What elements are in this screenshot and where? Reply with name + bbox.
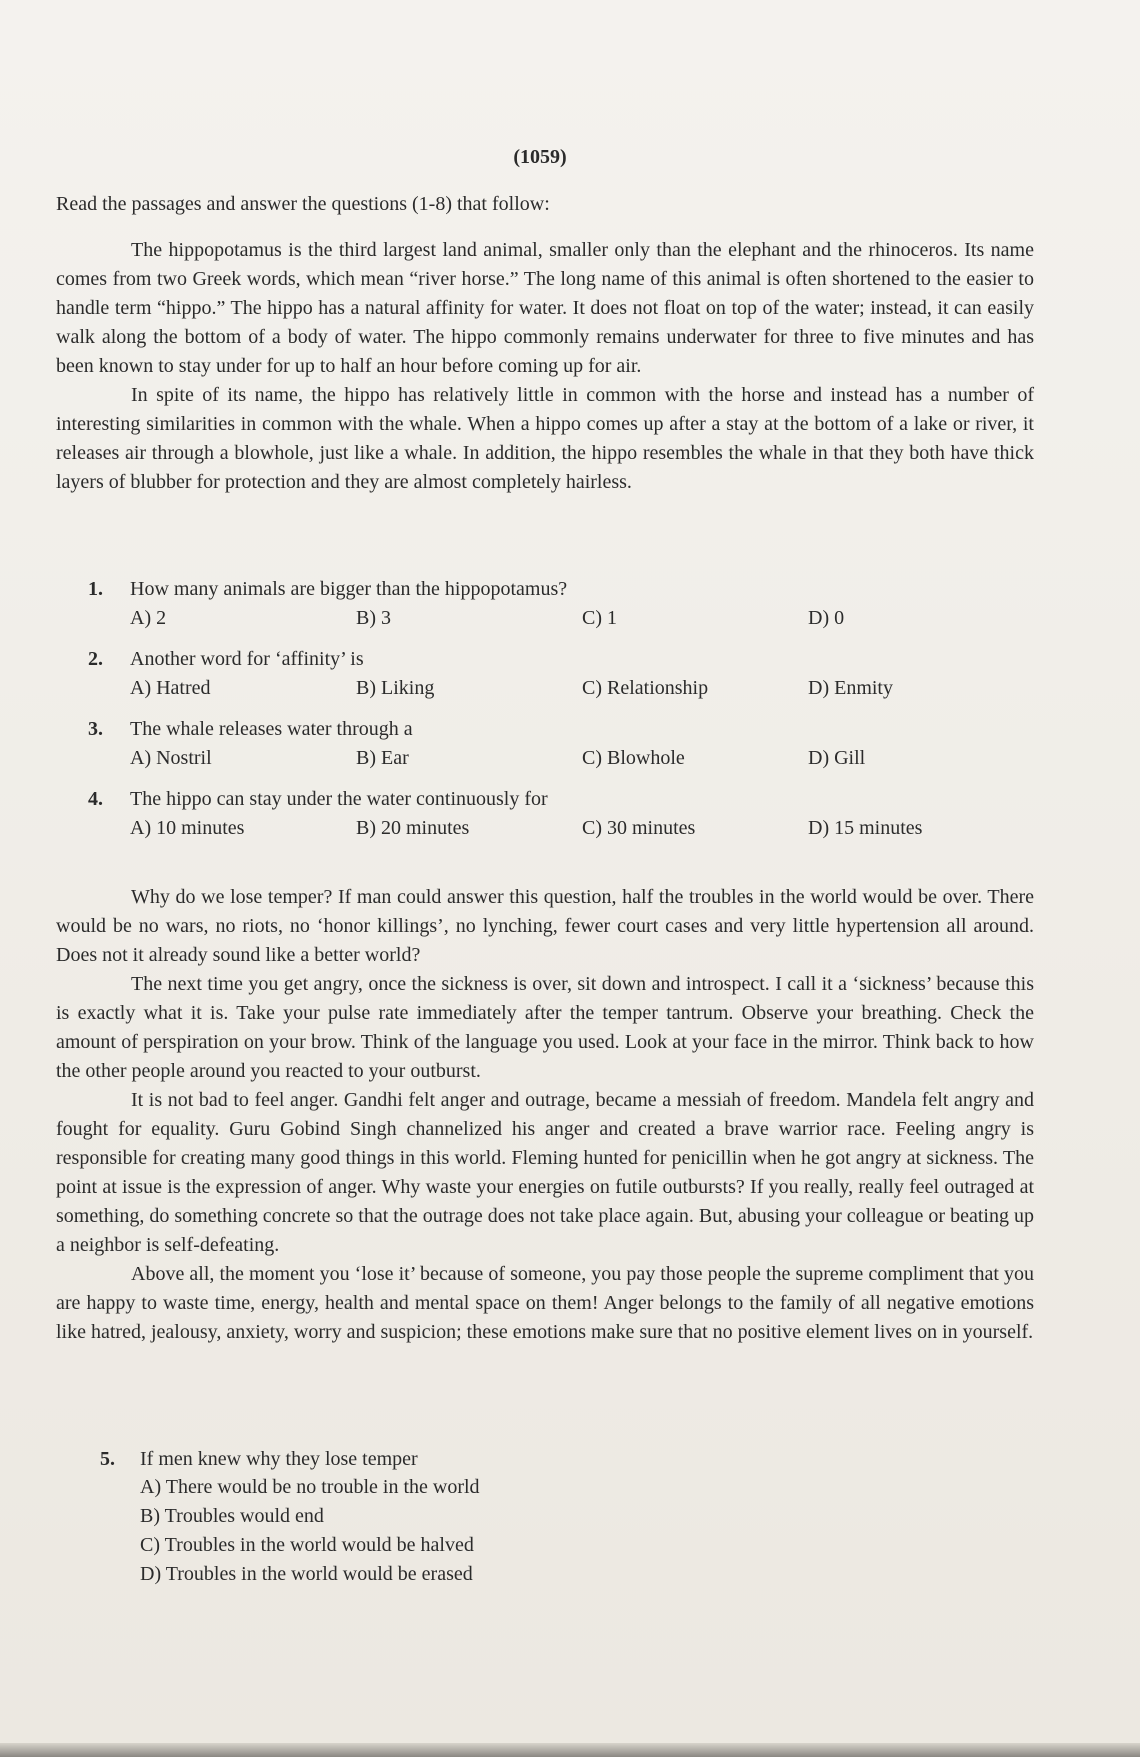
option-c: C) Troubles in the world would be halved: [140, 1534, 474, 1556]
option-c: C) 1: [582, 607, 617, 629]
option-a: A) Nostril: [130, 747, 212, 769]
question-1: [88, 575, 1038, 633]
option-d: D) 0: [808, 607, 845, 629]
option-a: A) 2: [130, 607, 167, 629]
option-b: B) 20 minutes: [356, 817, 470, 839]
question-stem: Another word for ‘affinity’ is: [130, 648, 364, 670]
option-b: B) Liking: [356, 677, 435, 699]
passage-paragraph: In spite of its name, the hippo has relatively little in common with the horse and instead has a number of interesting similarities in common with the whale. When a hippo comes up after a stay at the bottom of a lake or river, it releases air through a blowhole, just like a whale. In addition, the hippo resembles the whale in that they both have thick layers of blubber for protection and they are almost completely hairless.: [56, 384, 1034, 493]
question-number: 2.: [88, 648, 103, 670]
question-4: [88, 785, 1038, 843]
option-b: B) 3: [356, 607, 391, 629]
option-d: D) Troubles in the world would be erased: [140, 1563, 473, 1585]
question-number: 1.: [88, 578, 103, 600]
passage-paragraph: The next time you get angry, once the sickness is over, sit down and introspect. I call it a ‘sickness’ because this is exactly what it is. Take your pulse rate immediately after the temper tantrum. Observe your breathing. Check the amount of perspiration on your brow. Think of the language you used. Look at your face in the mirror. Think back to how the other people around you reacted to your outburst.: [56, 973, 1034, 1082]
option-c: C) 30 minutes: [582, 817, 696, 839]
question-stem: How many animals are bigger than the hippopotamus?: [130, 578, 568, 600]
option-c: C) Blowhole: [582, 747, 685, 769]
question-5: [100, 1445, 800, 1589]
passage-paragraph: The hippopotamus is the third largest land animal, smaller only than the elephant and the rhinoceros. Its name comes from two Greek words, which mean “river horse.” The long name of this animal is often shortened to the easier to handle term “hippo.” The hippo has a natural affinity for water. It does not float on top of the water; instead, it can easily walk along the bottom of a body of water. The hippo commonly remains underwater for three to five minutes and has been known to stay under for up to half an hour before coming up for air.: [56, 239, 1034, 377]
passage-paragraph: Above all, the moment you ‘lose it’ because of someone, you pay those people the supreme compliment that you are happy to waste time, energy, health and mental space on them! Anger belongs to the family of all negative emotions like hatred, jealousy, anxiety, worry and suspicion; these emotions make sure that no positive element lives on in yourself.: [56, 1263, 1034, 1343]
instructions: Read the passages and answer the questions (1-8) that follow:: [56, 193, 550, 215]
option-d: D) 15 minutes: [808, 817, 923, 839]
option-d: D) Gill: [808, 747, 866, 769]
option-a: A) There would be no trouble in the world: [140, 1476, 480, 1498]
question-number: 4.: [88, 788, 103, 810]
option-b: B) Ear: [356, 747, 409, 769]
page-number: (1059): [513, 146, 567, 168]
passage-paragraph: It is not bad to feel anger. Gandhi felt anger and outrage, became a messiah of freedom. Mandela felt angry and fought for equality. Guru Gobind Singh channelized his anger and created a brave warrior race. Feeling angry is responsible for creating many good things in this world. Fleming hunted for penicillin when he got angry at sickness. The point at issue is the expression of anger. Why waste your energies on futile outbursts? If you really, really feel outraged at something, do something concrete so that the outrage does not take place again. But, abusing your colleague or beating up a neighbor is self-defeating.: [56, 1089, 1034, 1256]
page-bottom-edge: [0, 1743, 1140, 1757]
option-d: D) Enmity: [808, 677, 893, 699]
option-c: C) Relationship: [582, 677, 709, 699]
question-stem: The hippo can stay under the water continuously for: [130, 788, 548, 810]
question-stem: If men knew why they lose temper: [140, 1448, 418, 1470]
passage-paragraph: Why do we lose temper? If man could answer this question, half the troubles in the world would be over. There would be no wars, no riots, no ‘honor killings’, no lynching, fewer court cases and very little hypertension all around. Does not it already sound like a better world?: [56, 886, 1034, 966]
question-2: [88, 645, 1038, 703]
question-stem: The whale releases water through a: [130, 718, 413, 740]
question-number: 3.: [88, 718, 103, 740]
option-a: A) Hatred: [130, 677, 211, 699]
question-number: 5.: [100, 1448, 115, 1470]
question-set-hippo: [88, 575, 1038, 855]
option-b: B) Troubles would end: [140, 1505, 324, 1527]
option-a: A) 10 minutes: [130, 817, 245, 839]
passage-anger: [56, 883, 1034, 1347]
passage-hippo: [56, 236, 1034, 497]
question-3: [88, 715, 1038, 773]
